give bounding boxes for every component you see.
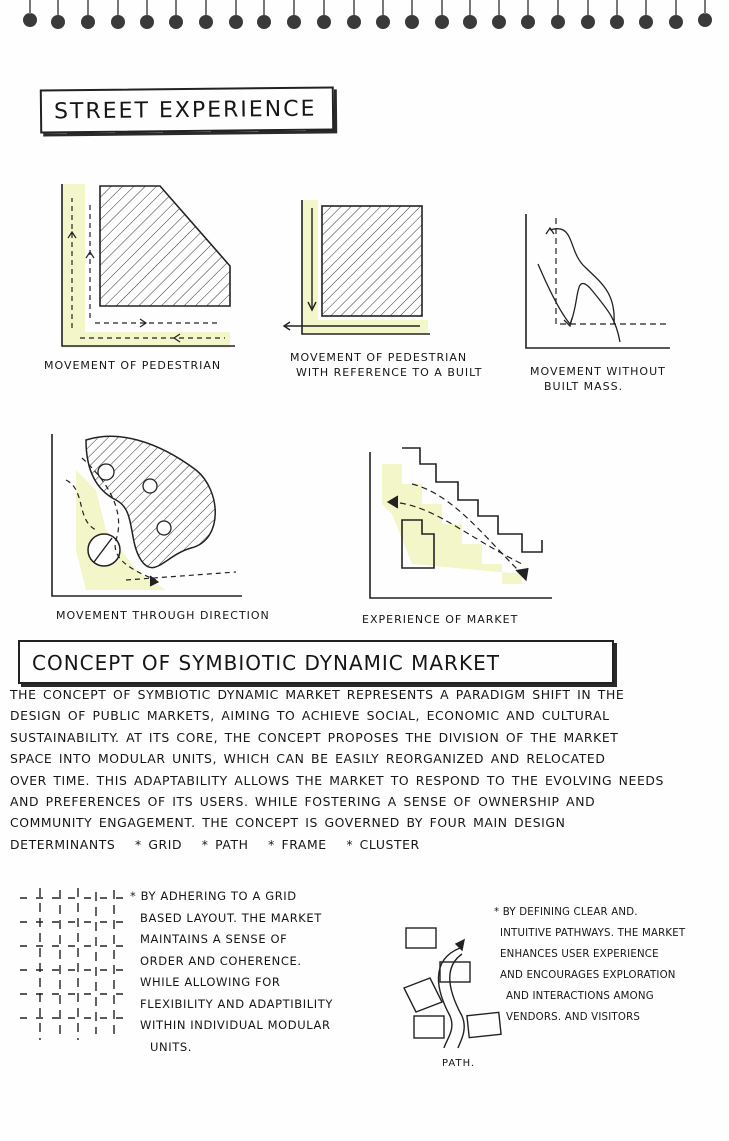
caption-sketch-5-text: EXPERIENCE OF MARKET — [362, 613, 519, 626]
paragraph-line: DETERMINANTS * GRID * PATH * FRAME * CLUSTER — [10, 836, 420, 852]
sketch-movement-direction — [46, 430, 246, 600]
caption-sketch-2 — [290, 350, 483, 380]
sketch-without-built-mass — [520, 212, 680, 352]
grid-note-line: MAINTAINS A SENSE OF — [140, 932, 288, 946]
path-label-text: PATH. — [442, 1058, 476, 1069]
path-note-line: AND ENCOURAGES EXPLORATION — [500, 970, 676, 981]
section-title-concept-text: CONCEPT OF SYMBIOTIC DYNAMIC MARKET — [32, 651, 500, 675]
grid-note-line: WITHIN INDIVIDUAL MODULAR — [140, 1018, 331, 1032]
caption-sketch-4-text: MOVEMENT THROUGH DIRECTION — [56, 609, 270, 622]
paragraph-line: THE CONCEPT OF SYMBIOTIC DYNAMIC MARKET REPRESENTS A PARADIGM SHIFT IN THE — [10, 687, 625, 702]
paragraph-line: AND PREFERENCES OF ITS USERS. WHILE FOSTERING A SENSE OF OWNERSHIP AND — [10, 794, 596, 810]
spiral-binding — [0, 0, 729, 40]
grid-note — [130, 886, 370, 1058]
caption-sketch-5 — [362, 612, 518, 627]
caption-sketch-3-line2: BUILT MASS. — [544, 380, 624, 393]
sketch-market-experience — [362, 444, 562, 604]
section-title-street-text: STREET EXPERIENCE — [53, 96, 317, 125]
caption-sketch-3-line1: MOVEMENT WITHOUT — [530, 365, 666, 378]
paragraph-line: SPACE INTO MODULAR UNITS, WHICH CAN BE EASILY REORGANIZED AND RELOCATED — [10, 751, 606, 767]
caption-sketch-3 — [530, 364, 666, 394]
path-note — [494, 902, 724, 1028]
caption-sketch-2-line1: MOVEMENT OF PEDESTRIAN — [290, 351, 468, 364]
path-note-line: * BY DEFINING CLEAR AND. — [494, 907, 638, 918]
sketch-pedestrian-built — [280, 198, 440, 343]
caption-sketch-4 — [56, 608, 270, 623]
section-title-street — [40, 86, 334, 133]
caption-sketch-1 — [44, 358, 221, 373]
concept-paragraph — [10, 684, 715, 855]
path-note-line: VENDORS. AND VISITORS — [506, 1012, 641, 1023]
path-note-line: INTUITIVE PATHWAYS. THE MARKET — [500, 928, 686, 939]
grid-note-line: WHILE ALLOWING FOR — [140, 975, 281, 989]
paragraph-line: COMMUNITY ENGAGEMENT. THE CONCEPT IS GOVERNED BY FOUR MAIN DESIGN — [10, 815, 566, 831]
paragraph-line: SUSTAINABILITY. AT ITS CORE, THE CONCEPT PROPOSES THE DIVISION OF THE MARKET — [10, 729, 619, 745]
caption-sketch-1-text: MOVEMENT OF PEDESTRIAN — [44, 359, 222, 372]
grid-note-line: UNITS. — [150, 1039, 192, 1054]
paragraph-line: OVER TIME. THIS ADAPTABILITY ALLOWS THE MARKET TO RESPOND TO THE EVOLVING NEEDS — [10, 772, 665, 788]
section-title-concept — [18, 640, 614, 684]
paragraph-line: DESIGN OF PUBLIC MARKETS, AIMING TO ACHIEVE SOCIAL, ECONOMIC AND CULTURAL — [10, 708, 610, 724]
grid-diagram — [16, 884, 128, 1044]
caption-sketch-2-line2: WITH REFERENCE TO A BUILT — [296, 366, 483, 379]
grid-note-line: ORDER AND COHERENCE. — [140, 953, 302, 968]
path-note-line: ENHANCES USER EXPERIENCE — [500, 949, 659, 960]
grid-note-line: * BY ADHERING TO A GRID — [130, 889, 297, 903]
grid-note-line: BASED LAYOUT. THE MARKET — [140, 910, 322, 925]
path-label — [442, 1058, 475, 1069]
path-note-line: AND INTERACTIONS AMONG — [506, 991, 654, 1002]
sketch-pedestrian-movement — [40, 178, 250, 348]
grid-note-line: FLEXIBILITY AND ADAPTIBILITY — [140, 996, 333, 1011]
